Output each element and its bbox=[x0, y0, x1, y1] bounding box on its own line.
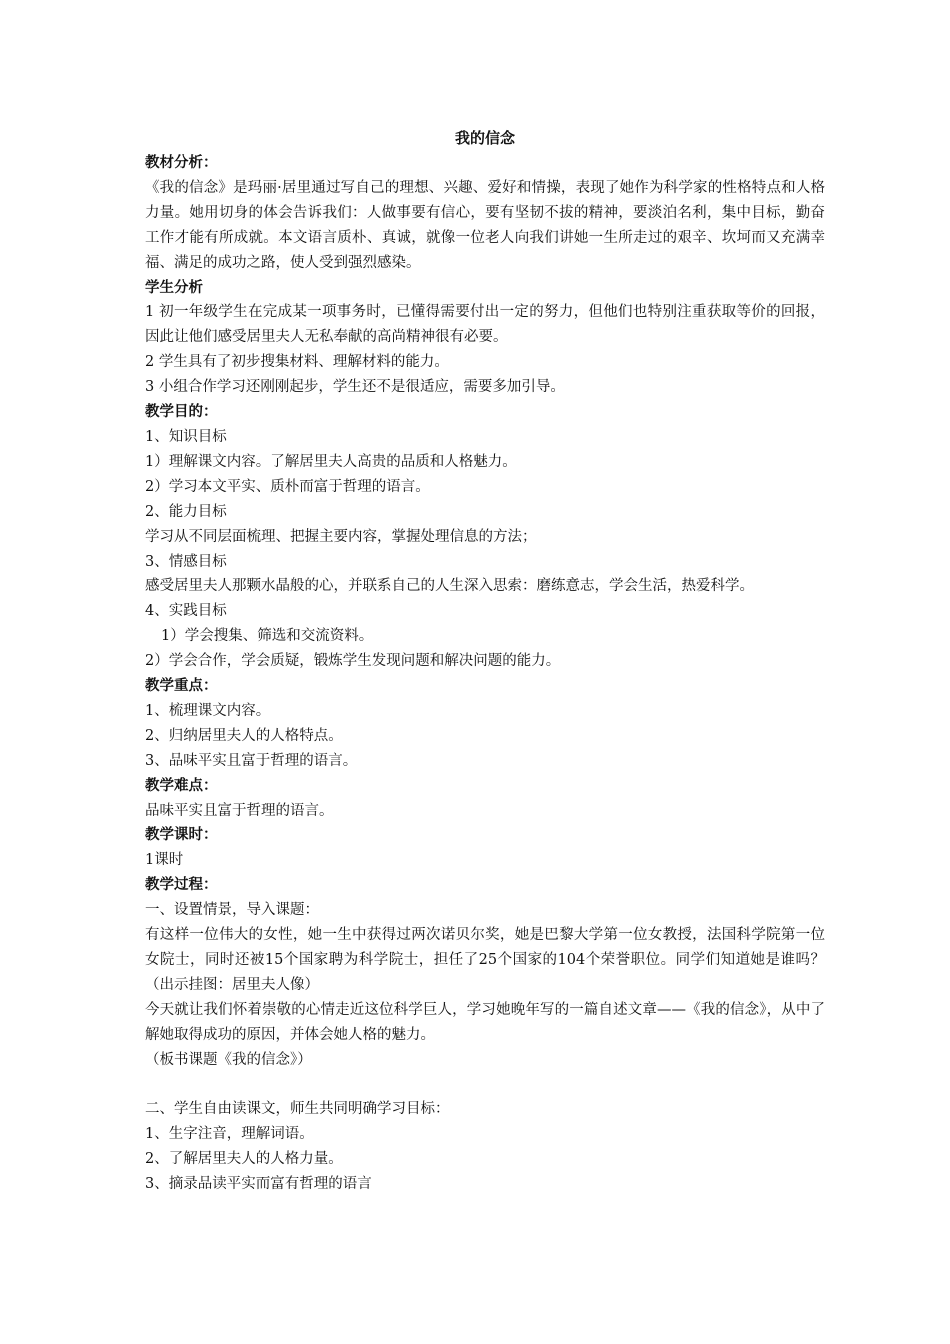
paragraph: 《我的信念》是玛丽·居里通过写自己的理想、兴趣、爱好和情操，表现了她作为科学家的性格特点和人格力量。她用切身的体会告诉我们：人做事要有信心，要有坚韧不拔的精神，要淡泊名利，集中目标，勤奋工作才能有所成就。本文语言质朴、真诚，就像一位老人向我们讲她一生所走过的艰辛、坎坷而又充满幸福、满足的成功之路，使人受到强烈感染。 bbox=[145, 179, 825, 271]
section-heading-key-points: 教学重点： bbox=[145, 678, 218, 695]
paragraph: 2）学习本文平实、质朴而富于哲理的语言。 bbox=[145, 478, 430, 495]
blank-line bbox=[145, 1073, 825, 1098]
paragraph: 3 小组合作学习还刚刚起步，学生还不是很适应，需要多加引导。 bbox=[145, 379, 565, 396]
paragraph: 1）理解课文内容。了解居里夫人高贵的品质和人格魅力。 bbox=[145, 453, 517, 470]
paragraph: 1、知识目标 bbox=[145, 428, 227, 445]
paragraph: 2、归纳居里夫人的人格特点。 bbox=[145, 727, 343, 744]
section-heading-textbook-analysis: 教材分析： bbox=[145, 155, 218, 171]
paragraph: 学习从不同层面梳理、把握主要内容，掌握处理信息的方法； bbox=[145, 528, 537, 545]
paragraph: 一、设置情景，导入课题： bbox=[145, 902, 319, 919]
paragraph: 3、情感目标 bbox=[145, 553, 227, 570]
paragraph: 2 学生具有了初步搜集材料、理解材料的能力。 bbox=[145, 354, 449, 371]
paragraph: 2、能力目标 bbox=[145, 503, 227, 520]
paragraph: 4、实践目标 bbox=[145, 603, 227, 620]
paragraph: 3、摘录品读平实而富有哲理的语言 bbox=[145, 1176, 372, 1193]
paragraph: 今天就让我们怀着崇敬的心情走近这位科学巨人，学习她晚年写的一篇自述文章——《我的信念》，从中了解她取得成功的原因，并体会她人格的魅力。 bbox=[145, 1001, 825, 1043]
paragraph: 感受居里夫人那颗水晶般的心，并联系自己的人生深入思索：磨练意志，学会生活，热爱科学。 bbox=[145, 578, 754, 595]
section-heading-student-analysis: 学生分析 bbox=[145, 279, 203, 296]
paragraph: 有这样一位伟大的女性，她一生中获得过两次诺贝尔奖，她是巴黎大学第一位女教授，法国科学院第一位女院士，同时还被15个国家聘为科学院士，担任了25个国家的104个荣誉职位。同学们知道她是谁吗？（出示挂图：居里夫人像） bbox=[145, 927, 825, 993]
section-heading-class-hours: 教学课时： bbox=[145, 827, 218, 844]
section-heading-teaching-process: 教学过程： bbox=[145, 877, 218, 894]
paragraph: 1 初一年级学生在完成某一项事务时，已懂得需要付出一定的努力，但他们也特别注重获取等价的回报，因此让他们感受居里夫人无私奉献的高尚精神很有必要。 bbox=[145, 304, 825, 346]
document-body bbox=[145, 126, 825, 1197]
paragraph: 品味平实且富于哲理的语言。 bbox=[145, 802, 334, 819]
section-heading-teaching-objectives: 教学目的： bbox=[145, 404, 218, 421]
paragraph: 3、品味平实且富于哲理的语言。 bbox=[145, 752, 358, 769]
paragraph: 1、梳理课文内容。 bbox=[145, 702, 271, 719]
paragraph: 二、学生自由读课文，师生共同明确学习目标： bbox=[145, 1101, 450, 1118]
paragraph: （板书课题《我的信念》） bbox=[145, 1051, 312, 1068]
paragraph: 1课时 bbox=[145, 852, 184, 869]
paragraph: 2）学会合作，学会质疑，锻炼学生发现问题和解决问题的能力。 bbox=[145, 653, 561, 670]
paragraph: 2、了解居里夫人的人格力量。 bbox=[145, 1151, 343, 1168]
document-title: 我的信念 bbox=[454, 129, 515, 147]
paragraph: 1）学会搜集、筛选和交流资料。 bbox=[161, 628, 374, 645]
section-heading-difficulties: 教学难点： bbox=[145, 777, 218, 794]
paragraph: 1、生字注音，理解词语。 bbox=[145, 1126, 314, 1143]
